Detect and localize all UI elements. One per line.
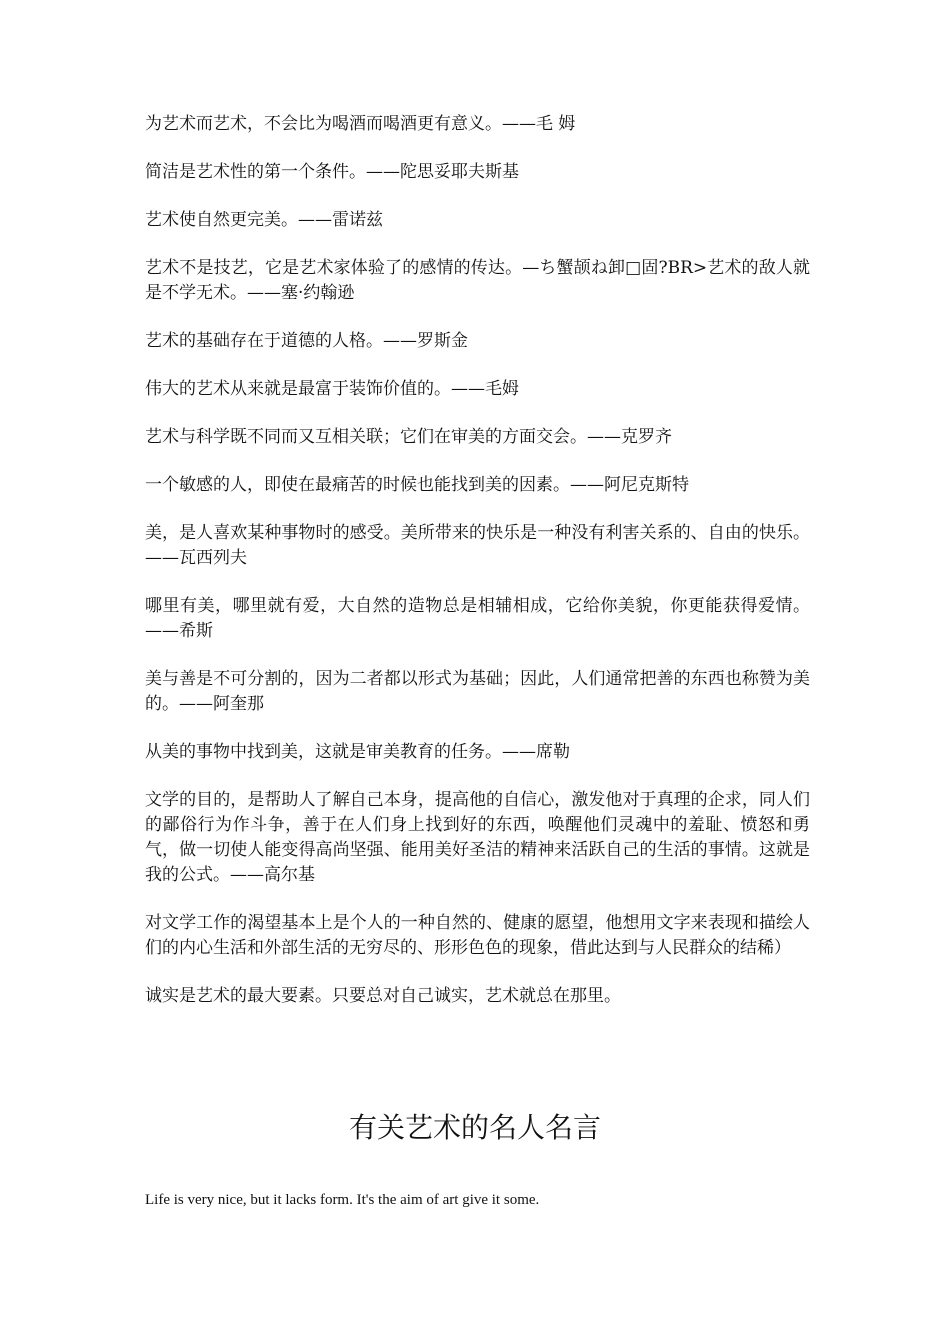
quote-paragraph: 诚实是艺术的最大要素。只要总对自己诚实，艺术就总在那里。 (145, 986, 621, 1006)
quote-paragraph: 艺术不是技艺，它是艺术家体验了的感情的传达。—ち蟹颉ね卸□固?BR>艺术的敌人就是不学无术。——塞·约翰逊 (145, 258, 810, 303)
english-quote: Life is very nice, but it lacks form. It's the aim of art give it some. (145, 1192, 540, 1208)
quote-paragraph: 美，是人喜欢某种事物时的感受。美所带来的快乐是一种没有利害关系的、自由的快乐。——瓦西列夫 (145, 523, 810, 568)
quote-paragraph: 从美的事物中找到美，这就是审美教育的任务。——席勒 (145, 742, 570, 762)
quote-paragraph: 艺术使自然更完美。——雷诺兹 (145, 210, 383, 230)
quote-paragraph: 哪里有美，哪里就有爱，大自然的造物总是相辅相成，它给你美貌，你更能获得爱情。——希斯 (145, 596, 810, 641)
quote-list (145, 112, 810, 1032)
quote-paragraph: 简洁是艺术性的第一个条件。——陀思妥耶夫斯基 (145, 162, 519, 182)
quote-paragraph: 艺术与科学既不同而又互相关联；它们在审美的方面交会。——克罗齐 (145, 427, 672, 447)
quote-paragraph: 伟大的艺术从来就是最富于装饰价值的。——毛姆 (145, 379, 519, 399)
quote-paragraph: 对文学工作的渴望基本上是个人的一种自然的、健康的愿望，他想用文字来表现和描绘人们的内心生活和外部生活的无穷尽的、形形色色的现象，借此达到与人民群众的结稀） (145, 913, 810, 958)
quote-paragraph: 为艺术而艺术，不会比为喝酒而喝酒更有意义。——毛 姆 (145, 114, 576, 134)
quote-paragraph: 一个敏感的人，即使在最痛苦的时候也能找到美的因素。——阿尼克斯特 (145, 475, 689, 495)
quote-paragraph: 艺术的基础存在于道德的人格。——罗斯金 (145, 331, 468, 351)
quote-paragraph: 文学的目的，是帮助人了解自己本身，提高他的自信心，激发他对于真理的企求，同人们的鄙俗行为作斗争，善于在人们身上找到好的东西，唤醒他们灵魂中的羞耻、愤怒和勇气，做一切使人能变得高尚坚强、能用美好圣洁的精神来活跃自己的生活的事情。这就是我的公式。——高尔基 (145, 790, 810, 885)
quote-paragraph: 美与善是不可分割的，因为二者都以形式为基础；因此，人们通常把善的东西也称赞为美的。——阿奎那 (145, 669, 810, 714)
section-heading: 有关艺术的名人名言 (348, 1111, 601, 1144)
